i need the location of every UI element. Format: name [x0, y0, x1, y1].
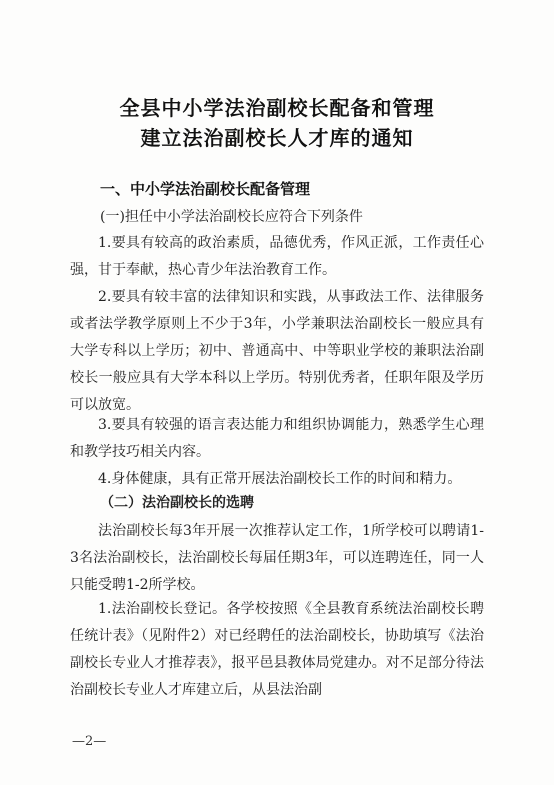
paragraph-condition-4: 4.身体健康，具有正常开展法治副校长工作的时间和精力。 — [98, 471, 462, 487]
paragraph-condition-3: 3.要具有较强的语言表达能力和组织协调能力，熟悉学生心理和教学技巧相关内容。 — [70, 417, 484, 460]
section-heading-1: 一、中小学法治副校长配备管理 — [100, 180, 311, 198]
subsection-heading-1: (一)担任中小学法治副校长应符合下列条件 — [100, 209, 363, 225]
document-title-line-1: 全县中小学法治副校长配备和管理 — [119, 96, 435, 120]
document-title-line-2: 建立法治副校长人才库的通知 — [140, 126, 414, 150]
paragraph-registration: 1.法治副校长登记。各学校按照《全县教育系统法治副校长聘任统计表》（见附件2）对已经聘任的法治副校长，协助填写《法治副校长专业人才推荐表》，报平邑县教体局党建办。对不足部分待法治副校长专业人才库建立后，从县法治副 — [70, 601, 484, 698]
subsection-heading-2: （二）法治副校长的选聘 — [100, 495, 254, 511]
paragraph-selection-overview: 法治副校长每3年开展一次推荐认定工作，1所学校可以聘请1-3名法治副校长，法治副校长每届任期3年，可以连聘连任，同一人只能受聘1-2所学校。 — [70, 523, 484, 593]
page-number: —2— — [72, 734, 107, 749]
paragraph-condition-1: 1.要具有较高的政治素质，品德优秀，作风正派，工作责任心强，甘于奉献，热心青少年法治教育工作。 — [70, 235, 484, 278]
paragraph-condition-2: 2.要具有较丰富的法律知识和实践，从事政法工作、法律服务或者法学教学原则上不少于3年，小学兼职法治副校长一般应具有大学专科以上学历；初中、普通高中、中等职业学校的兼职法治副校长一般应具有大学本科以上学历。特别优秀者，任职年限及学历可以放宽。 — [70, 289, 484, 413]
